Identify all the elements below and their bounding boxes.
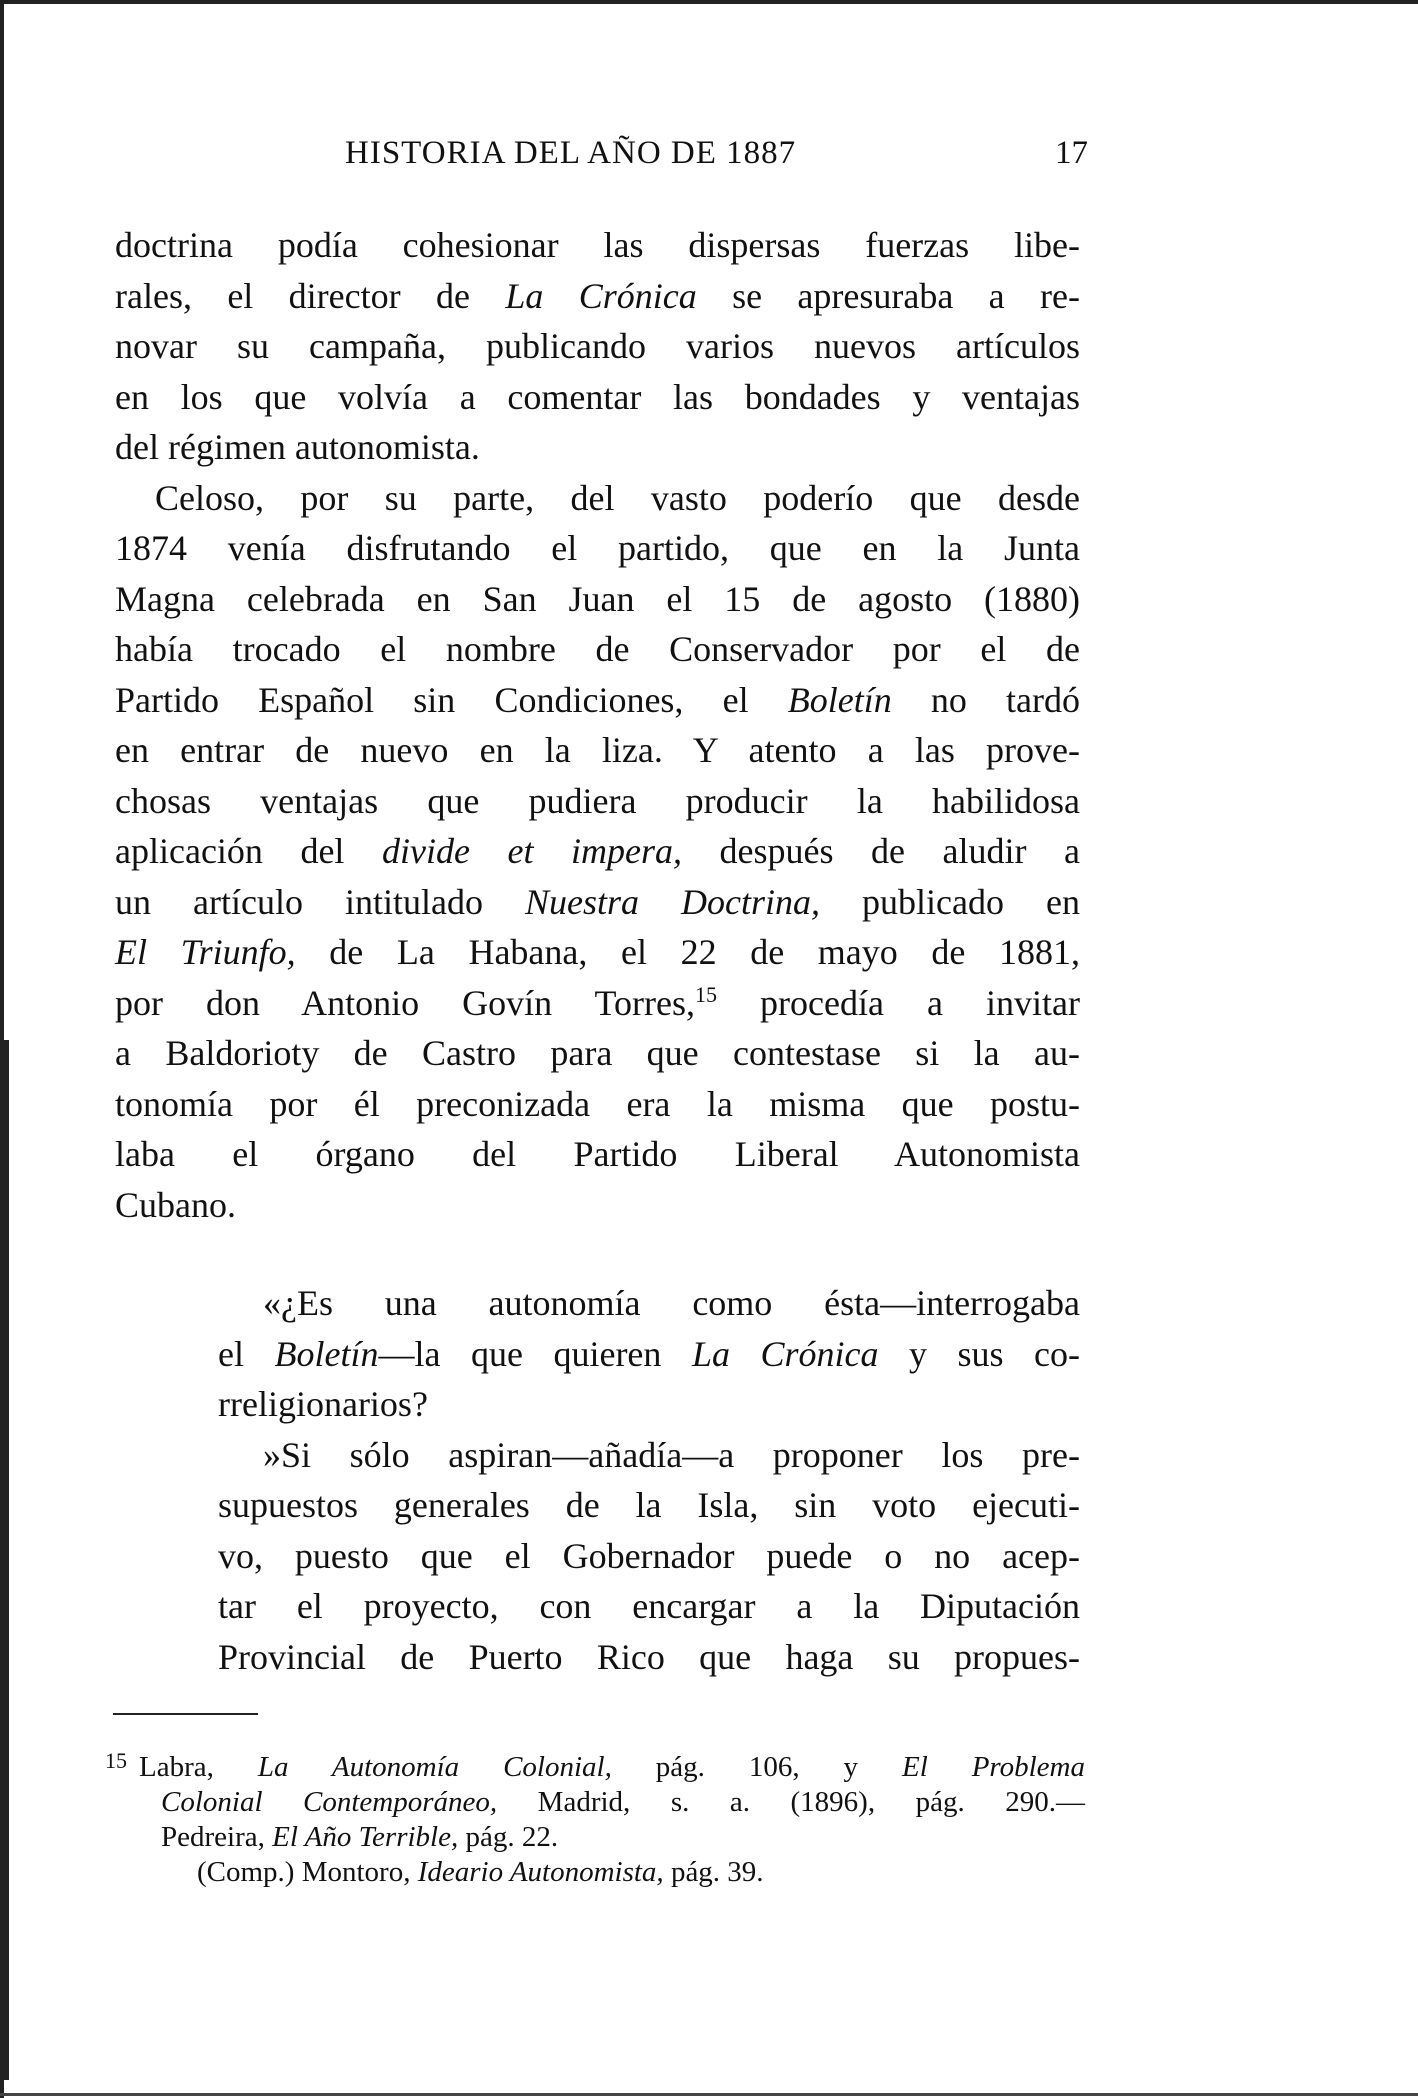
text-run: pág. 106, y xyxy=(611,1751,902,1783)
text-run: Provincial de Puerto Rico que haga su propues- xyxy=(218,1636,1080,1677)
text-run: «¿Es una autonomía como ésta—interrogaba xyxy=(263,1283,1080,1323)
text-run: de La Habana, el 22 de mayo de 1881, xyxy=(295,932,1080,972)
text-line xyxy=(218,1581,1080,1632)
text-run: rales, el director de xyxy=(115,275,506,316)
text-line xyxy=(115,725,1080,776)
page-number: 17 xyxy=(1055,135,1088,171)
text-run: publicado en xyxy=(820,881,1080,922)
quote-paragraph-1 xyxy=(218,1278,1080,1430)
text-run: un artículo intitulado xyxy=(115,881,525,922)
text-run: tar el proyecto, con encargar a la Diputación xyxy=(218,1586,1080,1626)
text-line xyxy=(218,1329,1080,1380)
italic-text: Boletín xyxy=(787,679,892,720)
italic-text: La Autonomía Colonial, xyxy=(257,1751,612,1783)
text-run: en los que volvía a comentar las bondades y ventajas xyxy=(115,376,1080,417)
text-line xyxy=(115,776,1080,827)
text-run: Magna celebrada en San Juan el 15 de agosto (1880) xyxy=(115,578,1080,619)
page-edge-binding xyxy=(0,1040,9,2080)
text-line xyxy=(115,624,1080,675)
text-line xyxy=(115,422,1080,473)
text-run: tonomía por él preconizada era la misma que postu- xyxy=(115,1083,1080,1124)
text-run: vo, puesto que el Gobernador puede o no acep- xyxy=(218,1535,1080,1576)
text-run: Partido Español sin Condiciones, el xyxy=(115,679,788,720)
text-run: por don Antonio Govín Torres, xyxy=(115,982,695,1023)
text-line xyxy=(218,1379,1080,1430)
italic-text: El Problema xyxy=(901,1751,1085,1783)
italic-text: Colonial Contemporáneo, xyxy=(161,1786,498,1818)
text-line xyxy=(218,1632,1080,1683)
text-line xyxy=(218,1430,1080,1481)
footnote-comp xyxy=(105,1855,1085,1890)
running-title: HISTORIA DEL AÑO DE 1887 xyxy=(345,135,797,171)
text-run: laba el órgano del Partido Liberal Autonomista xyxy=(115,1134,1080,1174)
footnote-line xyxy=(105,1743,1085,1785)
footnotes xyxy=(105,1743,1085,1890)
footnote-15 xyxy=(105,1743,1085,1855)
text-line xyxy=(218,1480,1080,1531)
text-run: Labra, xyxy=(139,1751,258,1783)
text-run: Pedreira, xyxy=(161,1821,273,1853)
text-line xyxy=(115,220,1080,271)
page-edge-bottom xyxy=(0,2093,1418,2096)
text-run: Cubano. xyxy=(115,1184,236,1225)
text-line xyxy=(218,1278,1080,1329)
italic-text: La Crónica xyxy=(691,1333,879,1374)
footnote-line xyxy=(105,1820,1085,1855)
text-run: rreligionarios? xyxy=(218,1384,428,1424)
text-run: y sus co- xyxy=(878,1333,1081,1374)
quote-paragraph-2 xyxy=(218,1430,1080,1683)
text-line xyxy=(115,826,1080,877)
text-line xyxy=(115,877,1080,928)
text-run: no tardó xyxy=(891,679,1080,720)
text-run: a Baldorioty de Castro para que contestase si la au- xyxy=(115,1033,1080,1073)
text-run: Madrid, s. a. (1896), pág. 290.— xyxy=(497,1786,1085,1818)
running-header xyxy=(115,135,1088,185)
text-line xyxy=(115,675,1080,726)
italic-text: Nuestra Doctrina, xyxy=(524,881,820,922)
text-line xyxy=(218,1531,1080,1582)
text-line xyxy=(115,927,1080,978)
italic-text: Boletín xyxy=(274,1333,379,1374)
text-run: chosas ventajas que pudiera producir la habilidosa xyxy=(115,780,1080,821)
text-run: en entrar de nuevo en la liza. Y atento a las prove- xyxy=(115,730,1080,770)
footnote-rule xyxy=(113,1713,258,1715)
text-run: del régimen autonomista. xyxy=(115,427,480,467)
block-quote xyxy=(218,1278,1080,1682)
text-run: Celoso, por su parte, del vasto poderío que desde xyxy=(155,477,1080,518)
text-run: supuestos generales de la Isla, sin voto ejecuti- xyxy=(218,1485,1080,1525)
text-line xyxy=(115,1129,1080,1180)
italic-text: La Crónica xyxy=(505,275,697,316)
italic-text: divide et impera, xyxy=(381,831,682,871)
text-run: pág. 39. xyxy=(663,1856,764,1888)
text-line xyxy=(115,1028,1080,1079)
text-run: había trocado el nombre de Conservador por el de xyxy=(115,629,1080,669)
text-line xyxy=(115,372,1080,423)
text-line xyxy=(115,473,1080,524)
text-line xyxy=(115,1079,1080,1130)
text-line xyxy=(115,1180,1080,1231)
page-edge-top xyxy=(0,0,1418,4)
text-run: —la que quieren xyxy=(378,1333,692,1374)
paragraph-1 xyxy=(115,220,1080,473)
text-line xyxy=(115,321,1080,372)
text-line xyxy=(115,271,1080,322)
text-line xyxy=(115,978,1080,1029)
paragraph-2 xyxy=(115,473,1080,1231)
footnote-number: 15 xyxy=(105,1748,127,1773)
italic-text: El Triunfo, xyxy=(115,932,296,972)
footnote-ref: 15 xyxy=(694,981,717,1007)
text-run: pág. 22. xyxy=(458,1821,559,1853)
body-text xyxy=(115,220,1080,1230)
text-run: aplicación del xyxy=(115,831,382,871)
footnote-line xyxy=(105,1785,1085,1820)
text-run: »Si sólo aspiran—añadía—a proponer los pre- xyxy=(263,1434,1080,1475)
text-run: el xyxy=(218,1333,275,1374)
text-run: (Comp.) Montoro, xyxy=(197,1856,418,1888)
text-run: procedía a invitar xyxy=(716,982,1080,1023)
italic-text: El Año Terrible, xyxy=(272,1821,459,1853)
text-run: se apresuraba a re- xyxy=(696,275,1080,316)
text-run: novar su campaña, publicando varios nuevos artículos xyxy=(115,326,1080,366)
text-run: doctrina podía cohesionar las dispersas fuerzas libe- xyxy=(115,225,1080,265)
text-run: 1874 venía disfrutando el partido, que en la Junta xyxy=(115,528,1080,568)
text-line xyxy=(115,523,1080,574)
text-run: después de aludir a xyxy=(681,831,1080,871)
text-line xyxy=(115,574,1080,625)
italic-text: Ideario Autonomista, xyxy=(417,1856,664,1888)
